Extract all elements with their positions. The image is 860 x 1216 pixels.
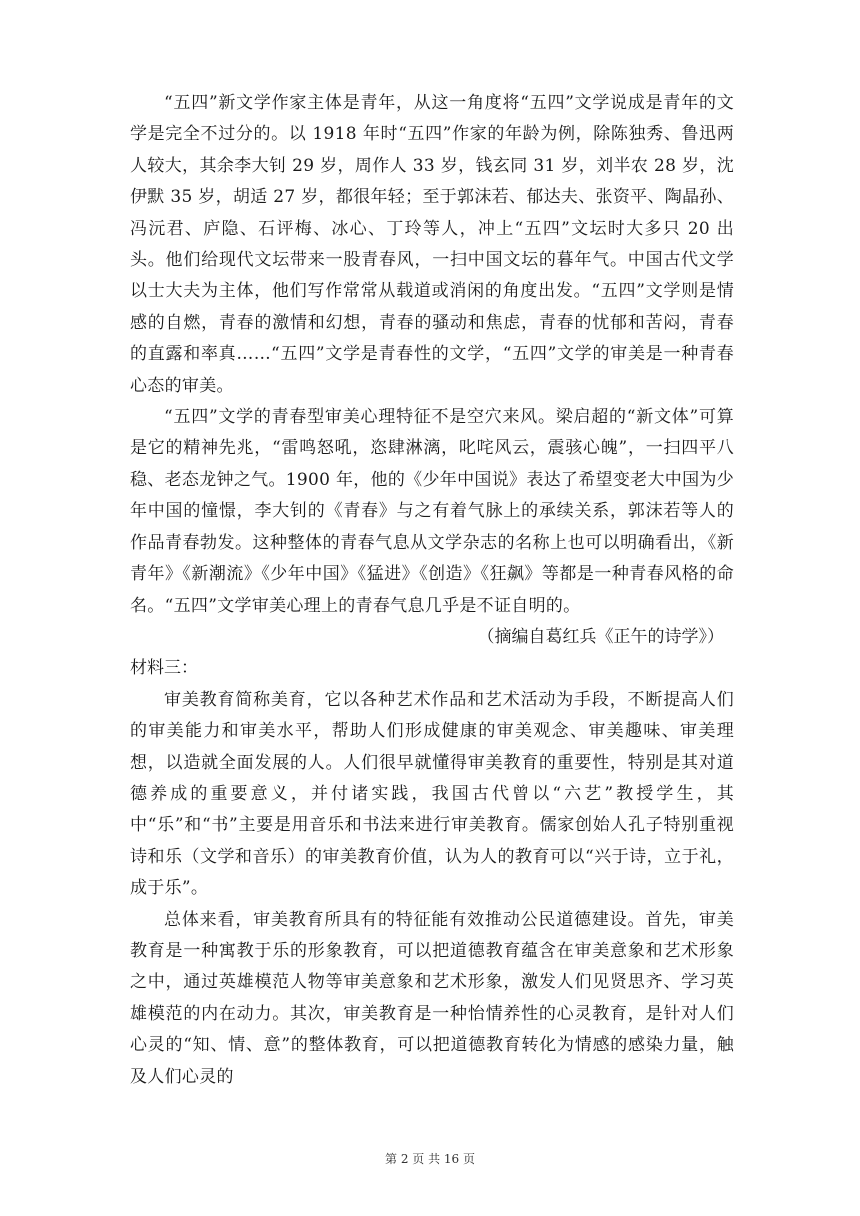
paragraph-1: “五四”新文学作家主体是青年，从这一角度将“五四”文学说成是青年的文学是完全不过分的。以 1918 年时“五四”作家的年龄为例，除陈独秀、鲁迅两人较大，其余李大钊 29 岁，周作人 33 岁，钱玄同 31 岁，刘半农 28 岁，沈伊默 35 岁，胡适 27 岁，都很年轻；至于郭沫若、郁达夫、张资平、陶晶孙、冯沅君、庐隐、石评梅、冰心、丁玲等人，冲上“五四”文坛时大多只 20 出头。他们给现代文坛带来一股青春风，一扫中国文坛的暮年气。中国古代文学以士大夫为主体，他们写作常常从载道或消闲的角度出发。“五四”文学则是情感的自燃，青春的激情和幻想，青春的骚动和焦虑，青春的忧郁和苦闷，青春的直露和率真……“五四”文学是青春性的文学，“五四”文学的审美是一种青春心态的审美。	[130, 93, 734, 396]
paragraph-2: “五四”文学的青春型审美心理特征不是空穴来风。梁启超的“新文体”可算是它的精神先兆，“雷鸣怒吼，恣肆淋漓，叱咤风云，震骇心魄”，一扫四平八稳、老态龙钟之气。1900 年，他的《少年中国说》表达了希望变老大中国为少年中国的憧憬，李大钊的《青春》与之有着气脉上的承续关系，郭沫若等人的作品青春勃发。这种整体的青春气息从文学杂志的名称上也可以明确看出，《新青年》《新潮流》《少年中国》《猛进》《创造》《狂飙》等都是一种青春风格的命名。“五四”文学审美心理上的青春气息几乎是不证自明的。	[130, 407, 734, 616]
paragraph-3: 审美教育简称美育，它以各种艺术作品和艺术活动为手段，不断提高人们的审美能力和审美水平，帮助人们形成健康的审美观念、审美趣味、审美理想，以造就全面发展的人。人们很早就懂得审美教育的重要性，特别是其对道德养成的重要意义，并付诸实践，我国古代曾以“六艺”教授学生，其中“乐”和“书”主要是用音乐和书法来进行审美教育。儒家创始人孔子特别重视诗和乐（文学和音乐）的审美教育价值，认为人的教育可以“兴于诗，立于礼，成于乐”。	[130, 689, 734, 899]
source-citation: （摘编自葛红兵《正午的诗学》）	[477, 626, 724, 647]
page-footer: 第 2 页 共 16 页	[385, 1152, 475, 1166]
document-body	[130, 88, 734, 1093]
paragraph-4: 总体来看，审美教育所具有的特征能有效推动公民道德建设。首先，审美教育是一种寓教于乐的形象教育，可以把道德教育蕴含在审美意象和艺术形象之中，通过英雄模范人物等审美意象和艺术形象，激发人们见贤思齐、学习英雄模范的内在动力。其次，审美教育是一种怡情养性的心灵教育，是针对人们心灵的“知、情、意”的整体教育，可以把道德教育转化为情感的感染力量，触及人们心灵的	[130, 909, 734, 1087]
material-label: 材料三：	[130, 658, 198, 679]
